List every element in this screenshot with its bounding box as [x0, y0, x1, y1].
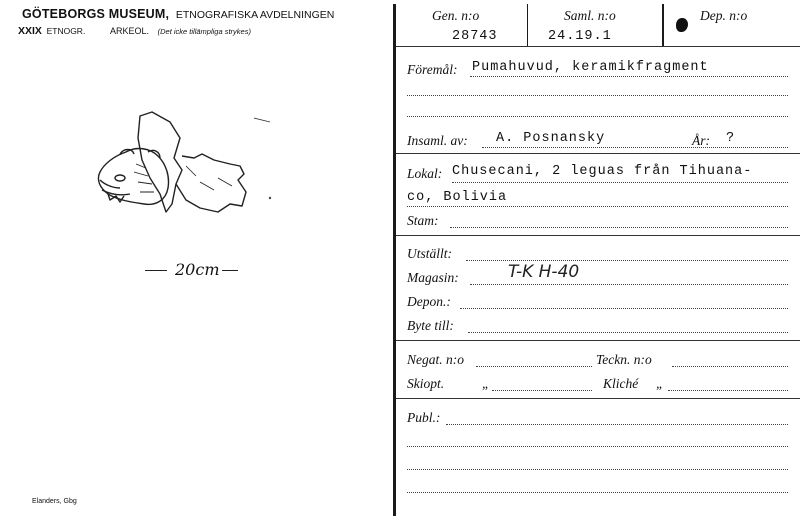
gen-label: Gen. n:o [432, 8, 480, 23]
publ-line [446, 424, 788, 425]
scale-text: 20cm [175, 260, 220, 279]
saml-label: Saml. n:o [564, 8, 616, 23]
teckn-line [672, 366, 788, 367]
kliche-line [668, 390, 788, 391]
lokal-label: Lokal: [407, 166, 443, 181]
skiopt-label: Skiopt. [407, 376, 445, 391]
publ-line-2 [407, 446, 788, 447]
card-left-border [393, 4, 396, 516]
foremal-label: Föremål: [407, 62, 458, 77]
header-divider-2 [662, 4, 664, 46]
magasin-label: Magasin: [407, 270, 459, 285]
ar-label: År: [692, 133, 710, 148]
arkeol-label: ARKEOL. [109, 26, 149, 36]
insaml-line [482, 147, 788, 148]
lokal-rule [396, 235, 800, 236]
publ-label: Publ.: [407, 410, 441, 425]
utstallt-line [466, 260, 788, 261]
museum-header [22, 7, 334, 21]
lokal-line-2 [407, 206, 788, 207]
header-rule [396, 46, 800, 47]
byte-rule [396, 340, 800, 341]
insaml-label: Insaml. av: [407, 133, 468, 148]
museum-name: GÖTEBORGS MUSEUM, [22, 7, 170, 21]
insaml-rule [396, 153, 800, 154]
ar-value: ? [726, 131, 736, 146]
utstallt-label: Utställt: [407, 246, 453, 261]
depon-label: Depon.: [407, 294, 451, 309]
publ-line-4 [407, 492, 788, 493]
saml-value: 24.19.1 [548, 29, 612, 44]
publ-line-3 [407, 469, 788, 470]
dep-label: Dep. n:o [700, 8, 748, 23]
stam-line [450, 227, 788, 228]
gen-value: 28743 [452, 29, 498, 44]
insaml-value: A. Posnansky [496, 131, 606, 146]
department-name: ETNOGRAFISKA AVDELNINGEN [175, 9, 335, 21]
negat-line [476, 366, 592, 367]
magasin-line [470, 284, 788, 285]
foremal-line-3 [407, 116, 788, 117]
magasin-value: T-K H-40 [508, 262, 580, 282]
kliche-label: Kliché [603, 376, 639, 391]
kliche-ditto: „ [656, 376, 664, 391]
roman-numeral: XXIX [18, 25, 42, 37]
negat-label: Negat. n:o [407, 352, 464, 367]
etnogr-label: ETNOGR. [46, 26, 86, 36]
skiopt-ditto: „ [482, 376, 490, 391]
ink-blot [676, 18, 688, 32]
printer-mark: Elanders, Gbg [32, 498, 77, 505]
header-divider-1 [527, 4, 528, 46]
lokal-line [452, 182, 788, 183]
lokal-value-1: Chusecani, 2 leguas från Tihuana- [452, 164, 753, 179]
teckn-label: Teckn. n:o [596, 352, 652, 367]
depon-line [460, 308, 788, 309]
foremal-value: Pumahuvud, keramikfragment [472, 60, 709, 75]
skiopt-line [492, 390, 592, 391]
strike-note: (Det icke tillämpliga strykes) [157, 27, 251, 36]
foremal-line [470, 76, 788, 77]
byte-label: Byte till: [407, 318, 454, 333]
puma-head-sketch [90, 108, 280, 228]
stam-label: Stam: [407, 213, 439, 228]
lokal-value-2: co, Bolivia [407, 190, 508, 205]
foremal-line-2 [407, 95, 788, 96]
header-subline [18, 25, 251, 37]
byte-line [468, 332, 788, 333]
scale-note [145, 260, 238, 279]
skiopt-rule [396, 398, 800, 399]
